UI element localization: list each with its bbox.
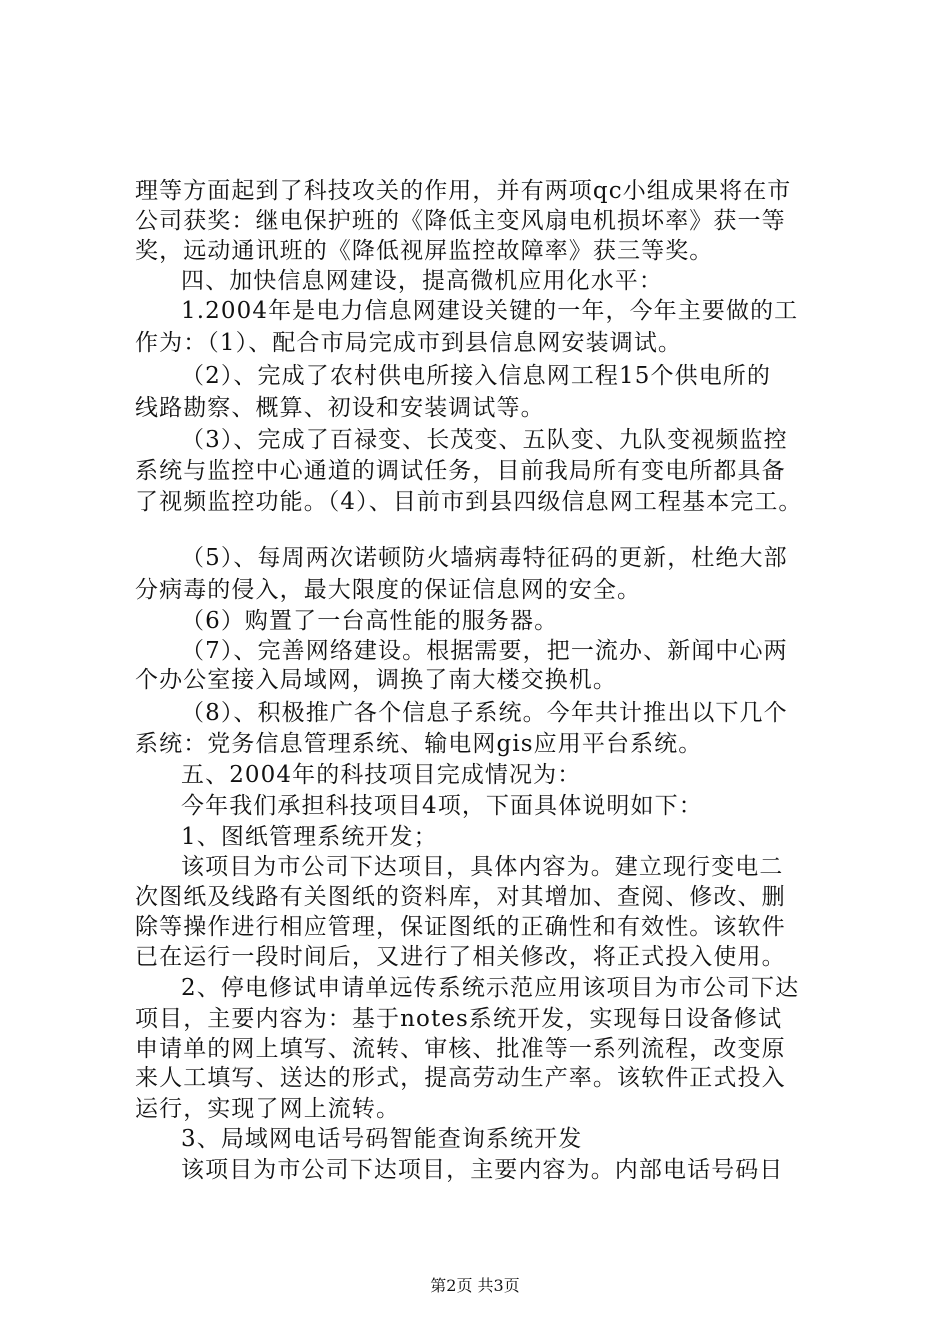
text-line: 项目，主要内容为：基于notes系统开发，实现每日设备修试 xyxy=(135,1006,783,1032)
text-line: 今年我们承担科技项目4项，下面具体说明如下： xyxy=(181,793,703,819)
text-line: 奖，远动通讯班的《降低视屏监控故障率》获三等奖。 xyxy=(135,238,714,264)
text-line: 已在运行一段时间后，又进行了相关修改，将正式投入使用。 xyxy=(135,944,786,970)
text-line: （5）、每周两次诺顿防火墙病毒特征码的更新，杜绝大部 xyxy=(181,545,788,571)
text-line: （6）购置了一台高性能的服务器。 xyxy=(181,608,559,634)
text-line: （8）、积极推广各个信息子系统。今年共计推出以下几个 xyxy=(181,700,788,726)
page-number-footer: 第2页 共3页 xyxy=(430,1276,520,1295)
text-line: （3）、完成了百禄变、长茂变、五队变、九队变视频监控 xyxy=(181,427,788,453)
text-line: 该项目为市公司下达项目，主要内容为。内部电话号码日 xyxy=(181,1157,784,1183)
text-line: 系统：党务信息管理系统、输电网gis应用平台系统。 xyxy=(135,731,703,757)
text-line: 个办公室接入局域网，调换了南大楼交换机。 xyxy=(135,667,617,693)
text-line: 申请单的网上填写、流转、审核、批准等一系列流程，改变原 xyxy=(135,1036,786,1062)
text-line: 四、加快信息网建设，提高微机应用化水平： xyxy=(181,268,663,294)
text-line: 运行，实现了网上流转。 xyxy=(135,1096,401,1122)
text-line: 分病毒的侵入，最大限度的保证信息网的安全。 xyxy=(135,577,642,603)
text-line: 作为：（1）、配合市局完成市到县信息网安装调试。 xyxy=(135,330,683,356)
text-line: 除等操作进行相应管理，保证图纸的正确性和有效性。该软件 xyxy=(135,914,786,940)
text-line: 次图纸及线路有关图纸的资料库，对其增加、查阅、修改、删 xyxy=(135,884,786,910)
text-line: 了视频监控功能。（4）、目前市到县四级信息网工程基本完工。 xyxy=(135,489,803,515)
text-line: 1.2004年是电力信息网建设关键的一年，今年主要做的工 xyxy=(181,298,799,324)
text-line: 公司获奖：继电保护班的《降低主变风扇电机损坏率》获一等 xyxy=(135,208,786,234)
text-line: 3、局域网电话号码智能查询系统开发 xyxy=(181,1126,583,1152)
text-line: 2、停电修试申请单远传系统示范应用该项目为市公司下达 xyxy=(181,975,800,1001)
text-line: 五、2004年的科技项目完成情况为： xyxy=(181,762,582,788)
text-line: 1、图纸管理系统开发； xyxy=(181,824,438,850)
text-line: 系统与监控中心通道的调试任务，目前我局所有变电所都具备 xyxy=(135,458,786,484)
text-line: 该项目为市公司下达项目，具体内容为。建立现行变电二 xyxy=(181,854,784,880)
text-line: 理等方面起到了科技攻关的作用，并有两项qc小组成果将在市 xyxy=(135,178,792,204)
text-line: （2）、完成了农村供电所接入信息网工程15个供电所的 xyxy=(181,363,771,389)
text-line: （7）、完善网络建设。根据需要，把一流办、新闻中心两 xyxy=(181,638,788,664)
text-line: 来人工填写、送达的形式，提高劳动生产率。该软件正式投入 xyxy=(135,1065,786,1091)
text-line: 线路勘察、概算、初设和安装调试等。 xyxy=(135,395,545,421)
